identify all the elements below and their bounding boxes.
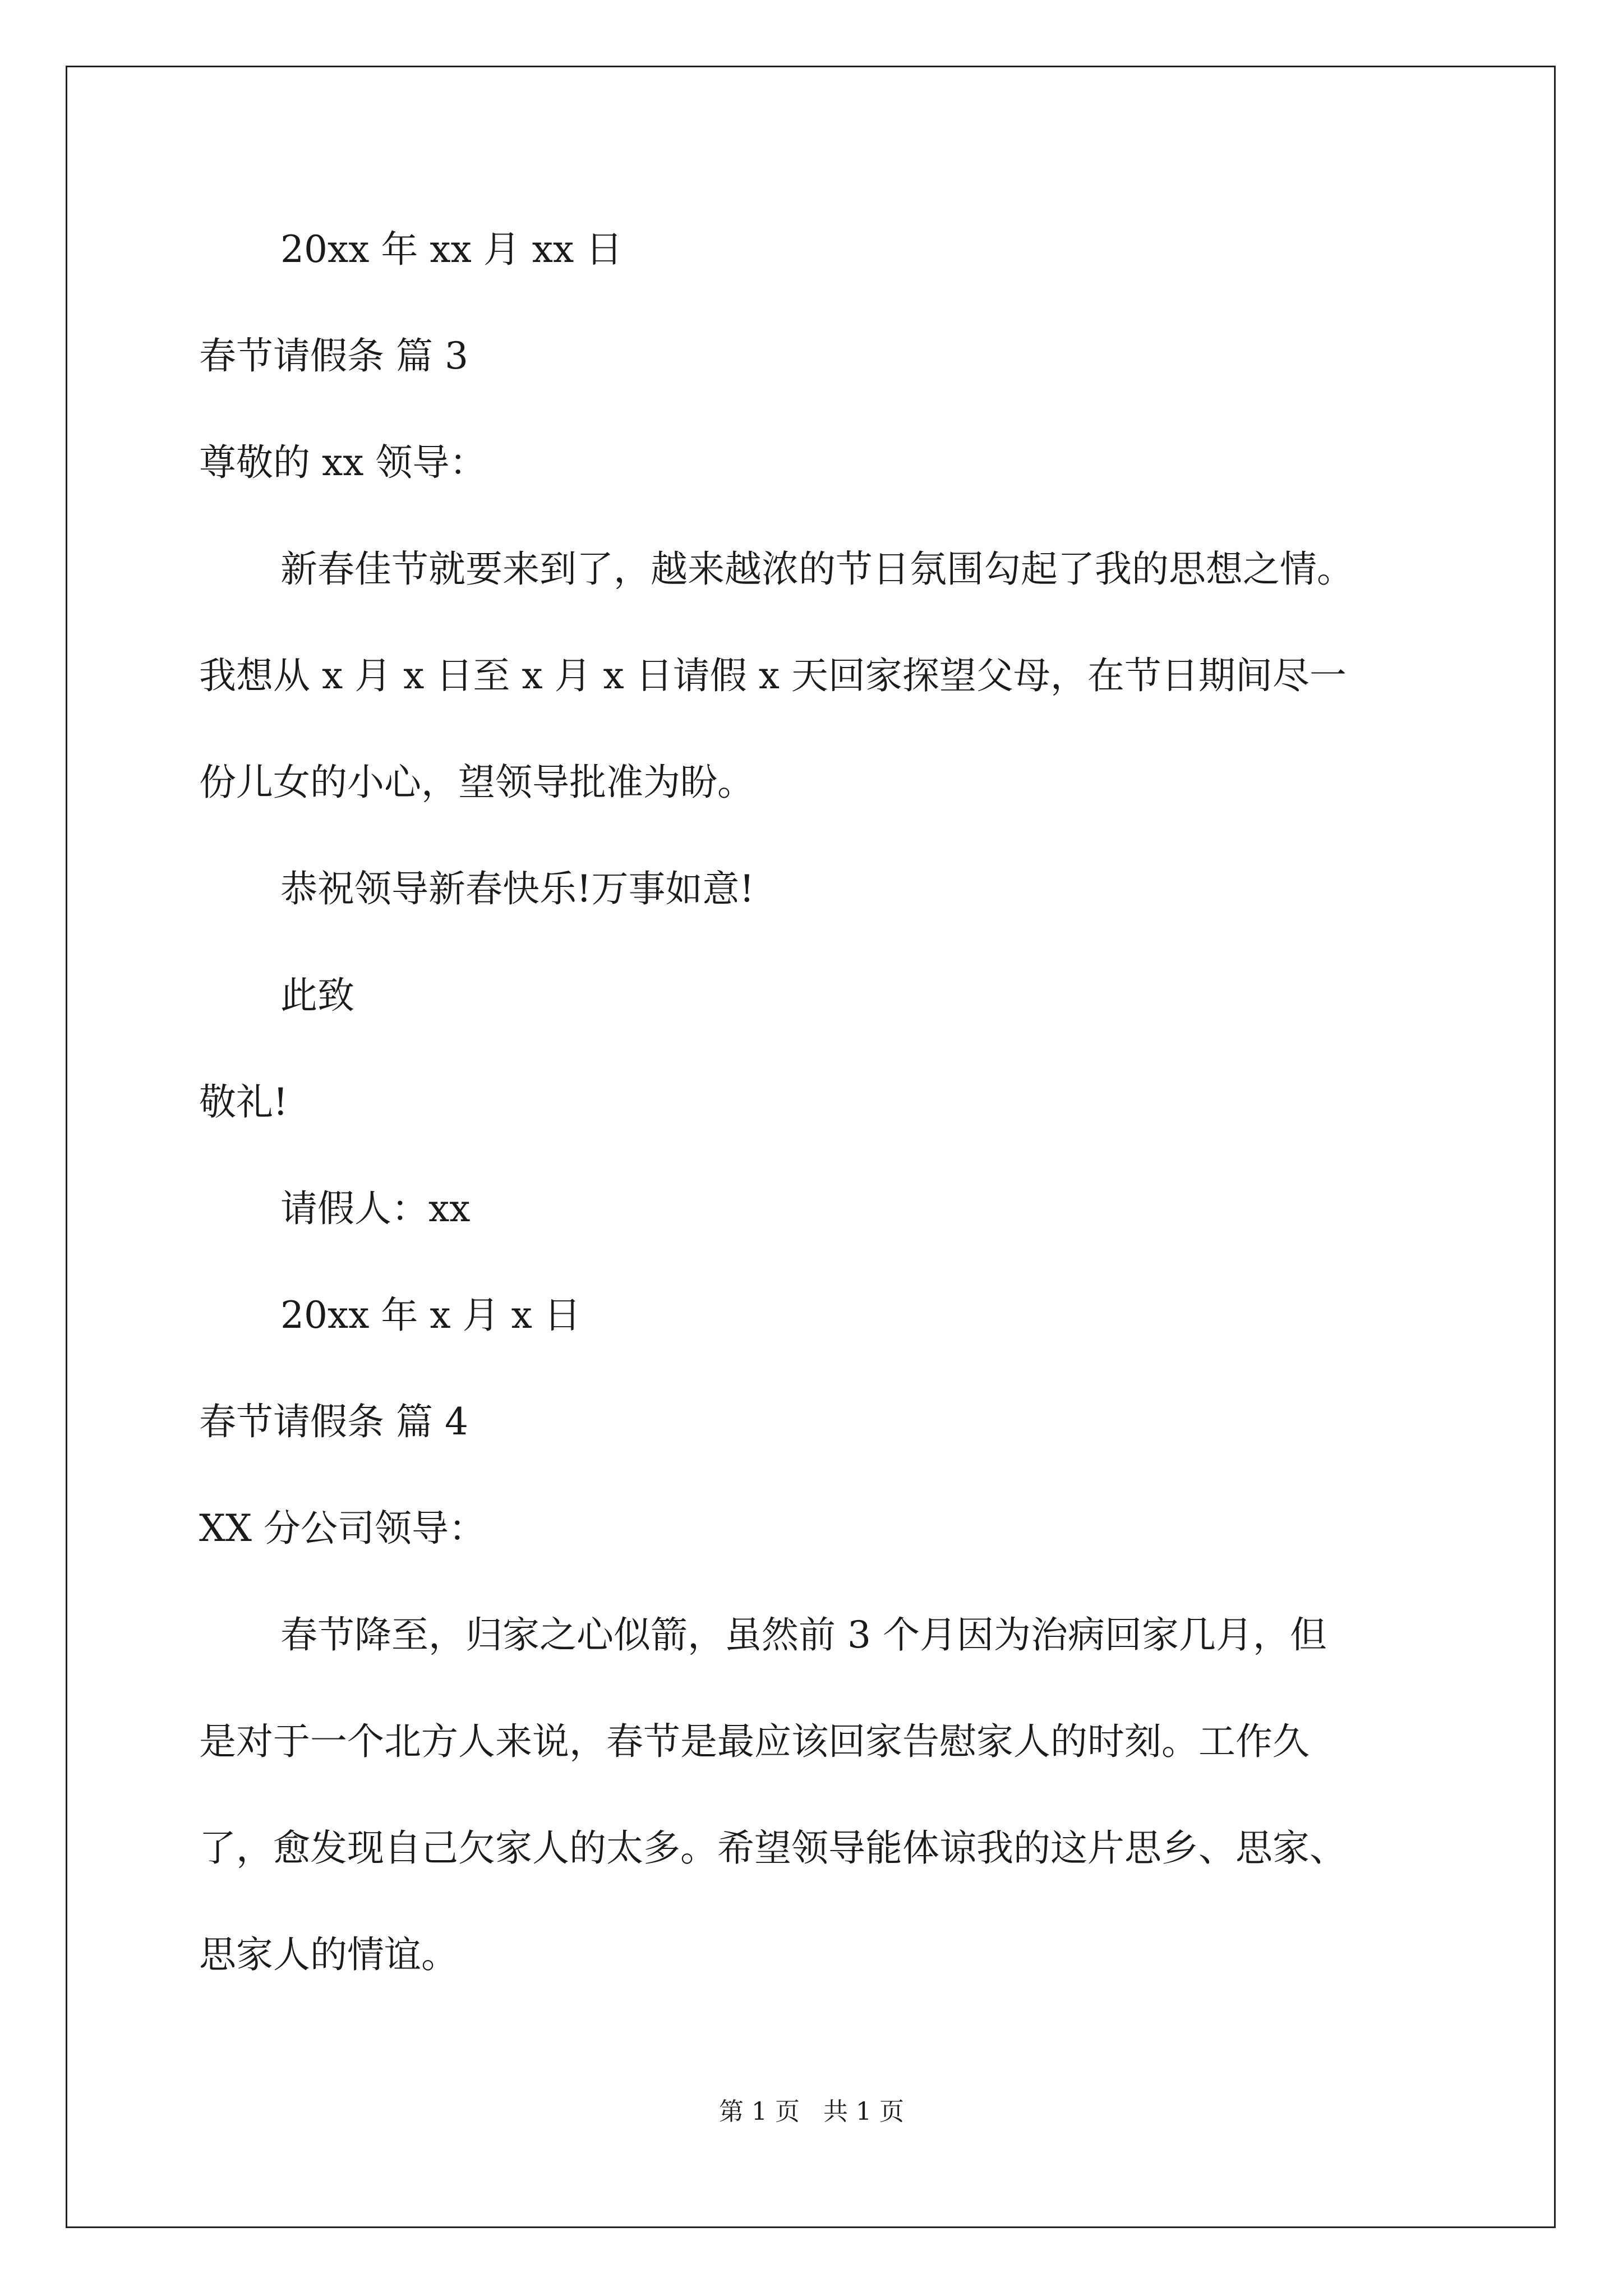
- body-paragraph-line: 新春佳节就要来到了，越来越浓的节日氛围勾起了我的思想之情。: [280, 547, 1354, 591]
- body-paragraph-line: 春节降至，归家之心似箭，虽然前 3 个月因为治病回家几月，但: [280, 1613, 1327, 1657]
- body-paragraph-line: 我想从 x 月 x 日至 x 月 x 日请假 x 天回家探望父母，在节日期间尽一: [199, 654, 1347, 697]
- date-line: 20xx 年 x 月 x 日: [280, 1294, 581, 1337]
- salutation: XX 分公司领导：: [199, 1507, 486, 1550]
- page-border: [66, 66, 1556, 2228]
- page-footer: 第 1 页 共 1 页: [719, 2097, 904, 2126]
- date-line: 20xx 年 xx 月 xx 日: [280, 228, 623, 271]
- section-heading-3: 春节请假条 篇 3: [199, 334, 468, 378]
- body-paragraph-line: 是对于一个北方人来说，春节是最应该回家告慰家人的时刻。工作久: [199, 1720, 1310, 1763]
- body-paragraph-line: 份儿女的小心，望领导批准为盼。: [199, 761, 754, 804]
- section-heading-4: 春节请假条 篇 4: [199, 1400, 468, 1443]
- closing-line: 此致: [280, 974, 354, 1017]
- body-paragraph-line: 了，愈发现自己欠家人的太多。希望领导能体谅我的这片思乡、思家、: [199, 1826, 1347, 1870]
- greeting-line: 恭祝领导新春快乐!万事如意!: [280, 867, 755, 910]
- signature-line: 请假人：xx: [280, 1187, 471, 1230]
- body-paragraph-line: 思家人的情谊。: [199, 1933, 458, 1976]
- salutation: 尊敬的 xx 领导：: [199, 441, 487, 484]
- closing-salute: 敬礼!: [199, 1080, 288, 1124]
